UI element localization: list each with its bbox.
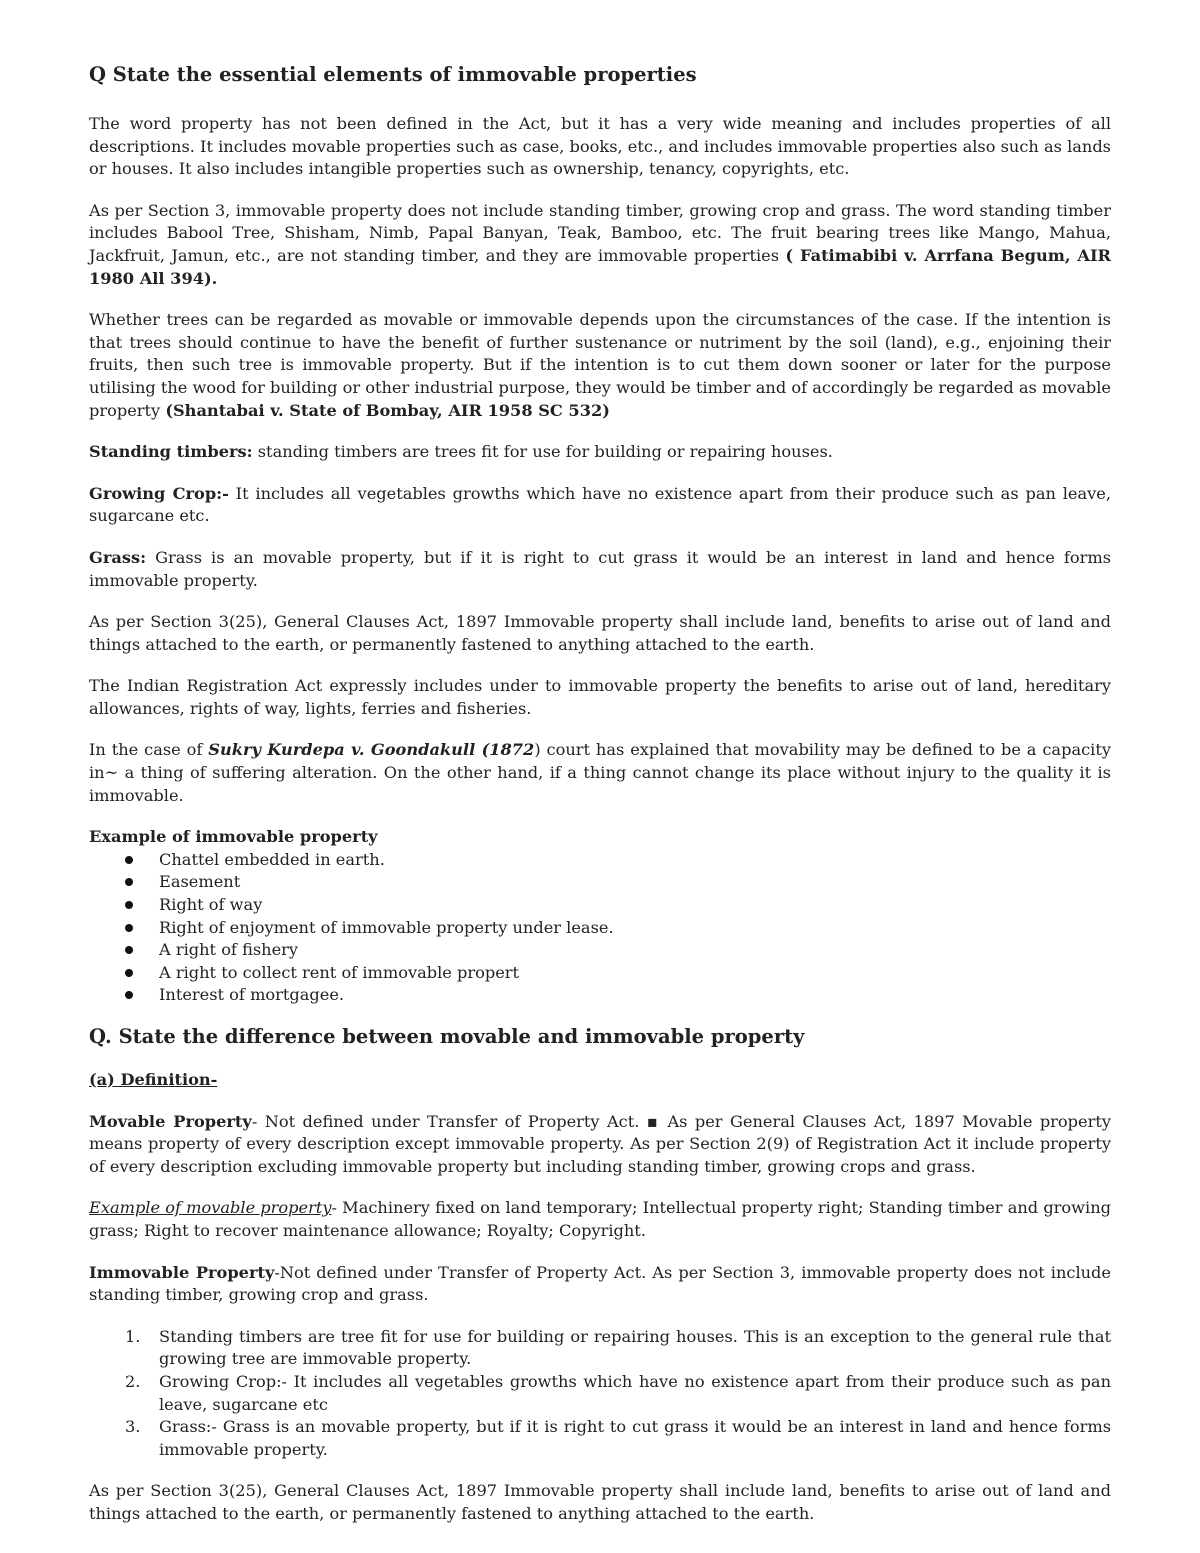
bullet-icon	[125, 924, 133, 932]
example-heading-text: Example of immovable property	[89, 827, 378, 847]
case-citation-fatimabibi: ( Fatimabibi v. Arrfana Begum, AIR 1980 All 394).	[89, 245, 1111, 288]
case-citation-sukry: Sukry Kurdepa v. Goondakull (1872	[208, 740, 535, 760]
standing-timbers-label: Standing timbers:	[89, 442, 253, 462]
bullet-icon	[125, 878, 133, 886]
paragraph-registration-act: The Indian Registration Act expressly includes under to immovable property the benefits to arise out of land, hereditary allowances, rights of way, lights, ferries and fisheries.	[89, 676, 1111, 718]
paragraph-standing-timbers	[89, 441, 1111, 464]
paragraph-general-clauses: As per Section 3(25), General Clauses Act, 1897 Immovable property shall include land, benefits to arise out of land and things attached to the earth, or permanently fastened to anything attached to the earth.	[89, 612, 1111, 654]
sukry-pre: In the case of	[89, 740, 209, 760]
paragraph-section-3	[89, 200, 1111, 290]
bullet-icon	[125, 901, 133, 909]
bullet-icon	[125, 969, 133, 977]
movable-property-label: Movable Property	[89, 1111, 252, 1131]
case-citation-shantabai: (Shantabai v. State of Bombay, AIR 1958 SC 532)	[165, 400, 610, 420]
document-page	[89, 62, 1111, 1545]
growing-crop-text: It includes all vegetables growths which have no existence apart from their produce such as pan leave, sugarcane etc.	[89, 483, 1111, 526]
immovable-property-text: -Not defined under Transfer of Property Act. As per Section 3, immovable property does not include standing timber, growing crop and grass.	[89, 1262, 1111, 1305]
list-item: Right of way	[89, 894, 1111, 917]
question-1-title: Q State the essential elements of immovable properties	[89, 63, 697, 86]
question-2-title: Q. State the difference between movable and immovable property	[89, 1025, 805, 1048]
list-item: 2. Growing Crop:- It includes all vegetables growths which have no existence apart from their produce such as pan leave, sugarcane etc	[125, 1371, 1111, 1414]
growing-crop-label: Growing Crop:-	[89, 483, 229, 503]
standing-timbers-text: standing timbers are trees fit for use for building or repairing houses.	[252, 442, 833, 462]
example-list	[89, 849, 1111, 1007]
exceptions-list	[89, 1326, 1111, 1462]
paragraph-growing-crop	[89, 483, 1111, 528]
bullet-icon	[125, 946, 133, 954]
paragraph-movable-example	[89, 1197, 1111, 1242]
bullet-icon	[125, 991, 133, 999]
list-item: 1. Standing timbers are tree fit for use for building or repairing houses. This is an exception to the general rule that growing tree are immovable property.	[125, 1326, 1111, 1369]
paragraph-movable-property	[89, 1111, 1111, 1179]
list-item: Easement	[89, 871, 1111, 894]
list-number: 2.	[125, 1371, 141, 1391]
grass-label: Grass:	[89, 547, 147, 567]
list-item: Chattel embedded in earth.	[89, 849, 1111, 872]
sukry-post: ) court has explained that movability may be defined to be a capacity in~ a thing of suffering alteration. On the other hand, if a thing cannot change its place without injury to the quality it is immovable.	[89, 740, 1111, 805]
list-item: 3. Grass:- Grass is an movable property, but if it is right to cut grass it would be an interest in land and hence forms immovable property.	[125, 1417, 1111, 1459]
paragraph-immovable-property	[89, 1262, 1111, 1307]
section-3-text: As per Section 3, immovable property does not include standing timber, growing crop and grass. The word standing timber includes Babool Tree, Shisham, Nimb, Papal Banyan, Teak, Bamboo, etc. The fruit bearing trees like Mango, Mahua, Jackfruit, Jamun, etc., are not standing timber, and they are immovable properties	[89, 200, 1111, 265]
list-item: Interest of mortgagee.	[89, 984, 1111, 1007]
paragraph-grass	[89, 547, 1111, 592]
trees-text: Whether trees can be regarded as movable or immovable depends upon the circumstances of the case. If the intention is that trees should continue to have the benefit of further sustenance or nutriment by the soil (land), e.g., enjoining their fruits, then such tree is immovable property. But if the intention is to cut them down sooner or later for the purpose utilising the wood for building or other industrial purpose, they would be timber and of accordingly be regarded as movable property	[89, 310, 1112, 420]
immovable-property-label: Immovable Property	[89, 1262, 275, 1282]
definition-heading: (a) Definition-	[89, 1070, 218, 1089]
list-number: 1.	[125, 1326, 141, 1346]
grass-text: Grass is an movable property, but if it is right to cut grass it would be an interest in land and hence forms immovable property.	[89, 547, 1111, 590]
list-number: 3.	[125, 1417, 141, 1437]
movable-example-label: Example of movable property	[89, 1198, 332, 1218]
bullet-icon	[125, 856, 133, 864]
list-item: A right to collect rent of immovable propert	[89, 962, 1111, 985]
movable-property-text: - Not defined under Transfer of Property Act. ▪ As per General Clauses Act, 1897 Movable property means property of every description except immovable property. As per Section 2(9) of Registration Act it include property of every description excluding immovable property but including standing timber, growing crops and grass.	[89, 1111, 1111, 1176]
paragraph-property-definition: The word property has not been defined in the Act, but it has a very wide meaning and includes properties of all descriptions. It includes movable properties such as case, books, etc., and includes immovable properties also such as lands or houses. It also includes intangible properties such as ownership, tenancy, copyrights, etc.	[89, 114, 1111, 179]
movable-example-text: - Machinery fixed on land temporary; Intellectual property right; Standing timber and growing grass; Right to recover maintenance allowance; Royalty; Copyright.	[89, 1198, 1111, 1240]
example-heading	[89, 826, 1111, 849]
paragraph-final: As per Section 3(25), General Clauses Act, 1897 Immovable property shall include land, benefits to arise out of land and things attached to the earth, or permanently fastened to anything attached to the earth.	[89, 1481, 1111, 1523]
list-item: A right of fishery	[89, 939, 1111, 962]
list-item: Right of enjoyment of immovable property under lease.	[89, 917, 1111, 940]
paragraph-trees	[89, 309, 1111, 422]
paragraph-sukry-case	[89, 739, 1111, 807]
